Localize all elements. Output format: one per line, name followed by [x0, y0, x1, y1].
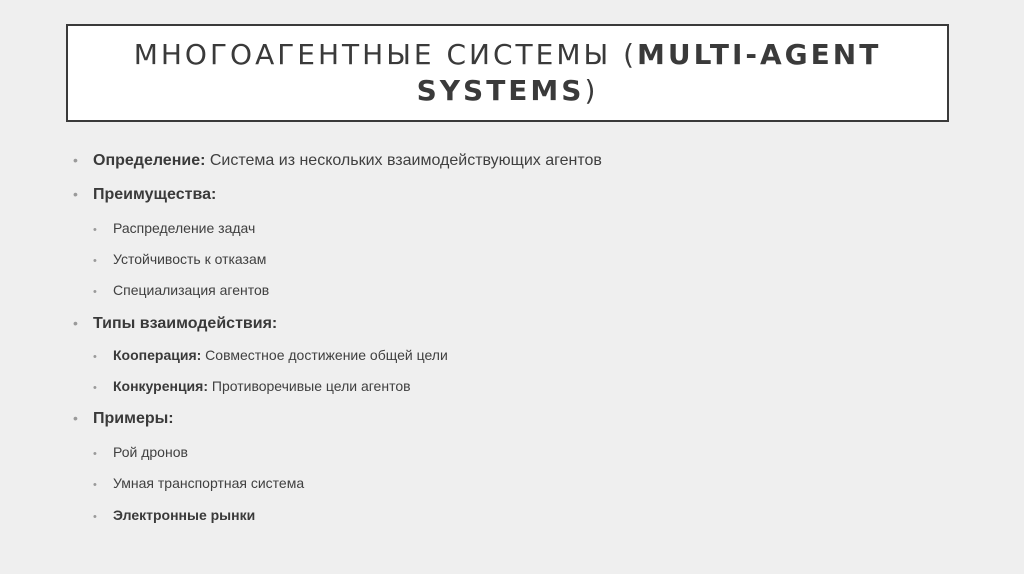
list-item — [93, 444, 188, 460]
cooperation-label: Кооперация: — [113, 347, 202, 363]
example-text: Умная транспортная система — [113, 475, 305, 491]
advantages-label: Преимущества: — [93, 186, 217, 203]
bullet-icon: • — [93, 511, 97, 523]
list-item — [93, 378, 411, 394]
bullet-icon: • — [73, 315, 78, 331]
definition-label: Определение: — [93, 152, 206, 169]
advantages-item — [73, 186, 216, 204]
list-item — [93, 507, 255, 523]
bullet-icon: • — [73, 186, 78, 202]
bullet-icon: • — [93, 448, 97, 460]
cooperation-text: Совместное достижение общей цели — [201, 347, 448, 363]
bullet-icon: • — [93, 479, 97, 491]
title-ru: МНОГОАГЕНТНЫЕ СИСТЕМЫ ( — [133, 38, 638, 71]
bullet-icon: • — [93, 286, 97, 298]
examples-item — [73, 410, 174, 428]
list-item — [93, 347, 448, 363]
title-close: ) — [584, 74, 599, 107]
definition-item — [73, 152, 602, 170]
list-item — [93, 251, 266, 267]
list-item — [93, 220, 255, 236]
advantage-text: Специализация агентов — [113, 282, 270, 298]
example-text: Электронные рынки — [113, 507, 256, 523]
slide-title — [68, 37, 947, 109]
list-item — [93, 282, 269, 298]
bullet-icon: • — [73, 410, 78, 426]
bullet-icon: • — [93, 255, 97, 267]
advantage-text: Устойчивость к отказам — [113, 251, 267, 267]
competition-label: Конкуренция: — [113, 378, 208, 394]
list-item — [93, 475, 304, 491]
bullet-icon: • — [93, 382, 97, 394]
example-text: Рой дронов — [113, 444, 188, 460]
interaction-label: Типы взаимодействия: — [93, 315, 278, 332]
examples-label: Примеры: — [93, 410, 174, 427]
bullet-icon: • — [73, 152, 78, 168]
interaction-item — [73, 315, 277, 333]
title-en: MULTI-AGENT SYSTEMS — [416, 38, 882, 107]
title-box — [66, 24, 949, 122]
competition-text: Противоречивые цели агентов — [208, 378, 411, 394]
bullet-icon: • — [93, 351, 97, 363]
advantage-text: Распределение задач — [113, 220, 256, 236]
bullet-icon: • — [93, 224, 97, 236]
definition-text: Система из нескольких взаимодействующих агентов — [205, 152, 602, 169]
